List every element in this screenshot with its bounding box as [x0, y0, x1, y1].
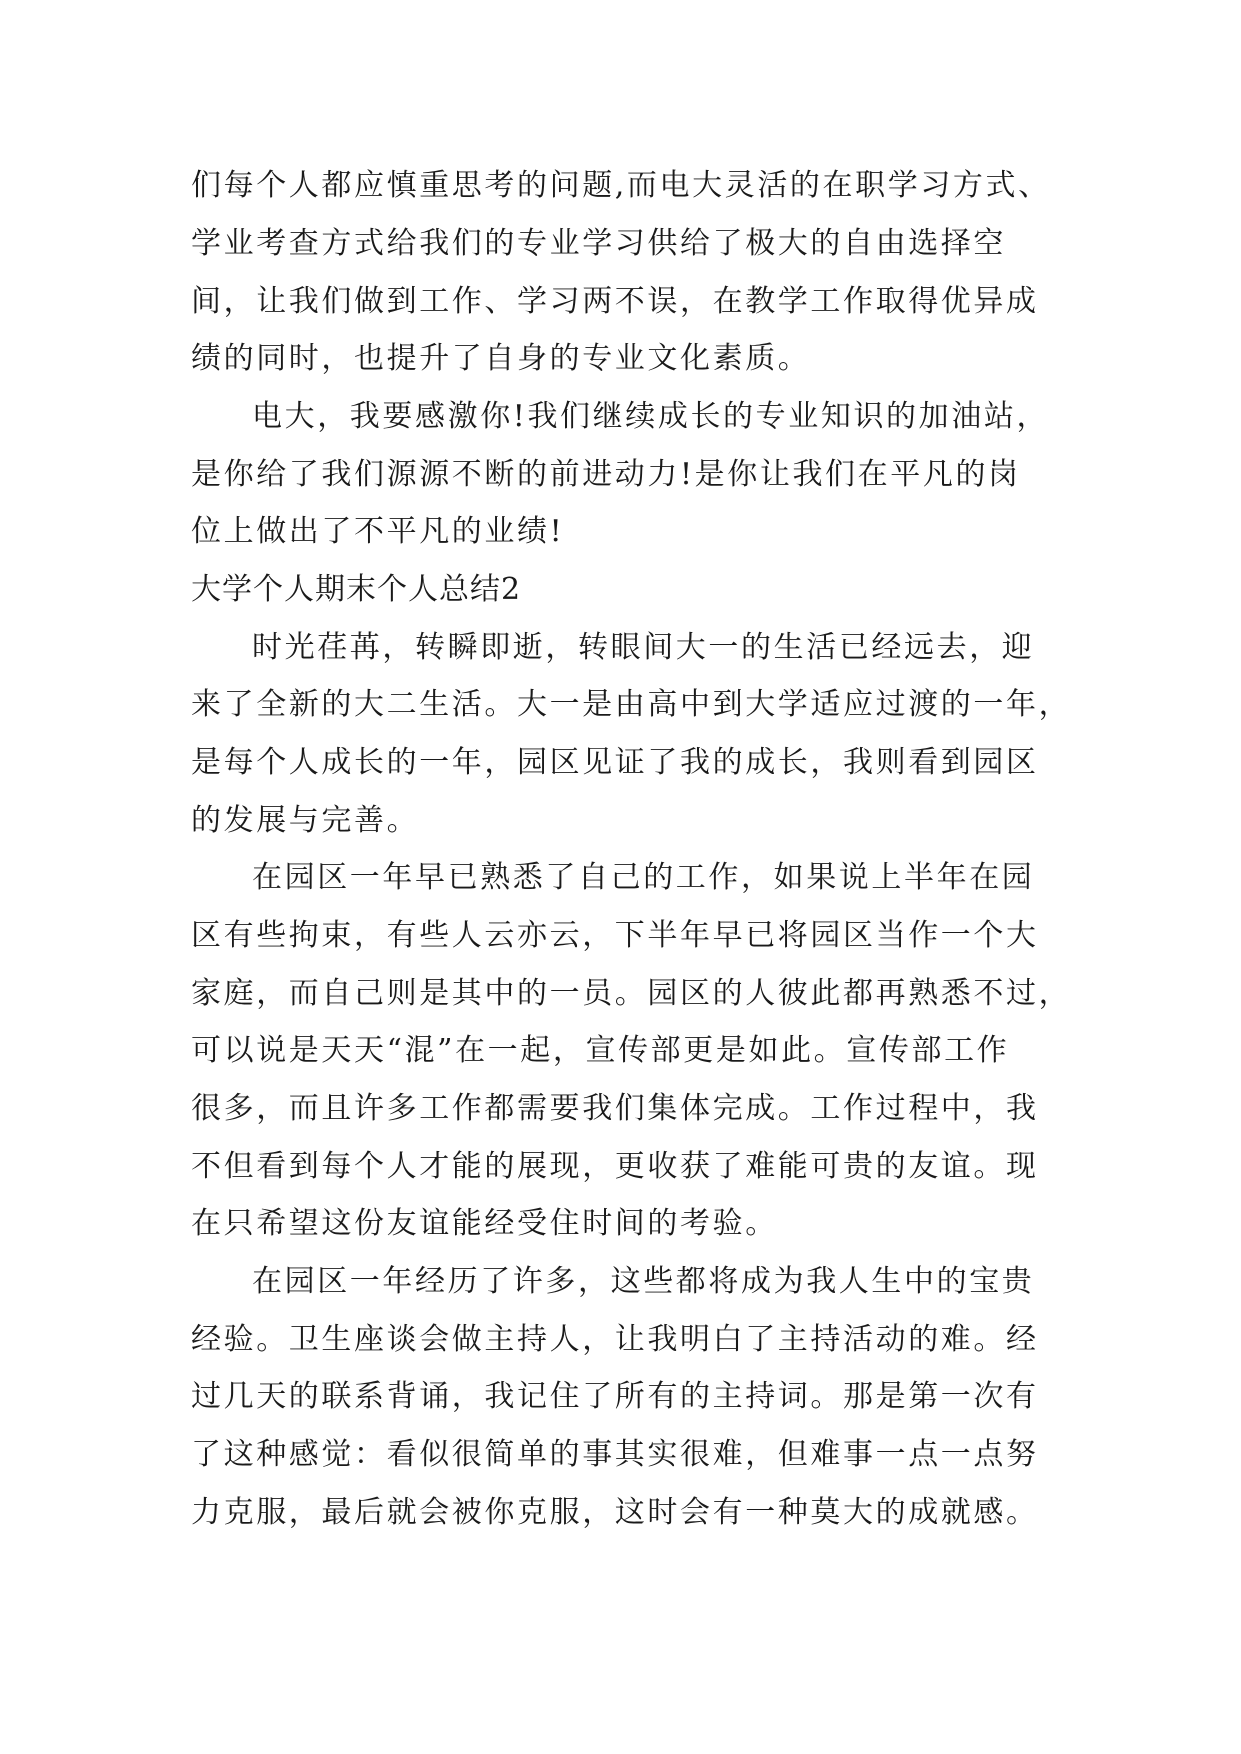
text-line: 过几天的联系背诵，我记住了所有的主持词。那是第一次有	[191, 1379, 1039, 1414]
text-line: 在园区一年早已熟悉了自己的工作，如果说上半年在园	[252, 860, 1035, 895]
text-line: 来了全新的大二生活。大一是由高中到大学适应过渡的一年，	[191, 687, 1072, 722]
text-line: 家庭，而自己则是其中的一员。园区的人彼此都再熟悉不过，	[191, 976, 1072, 1011]
text-line: 学业考查方式给我们的专业学习供给了极大的自由选择空	[191, 226, 1006, 261]
text-line: 在只希望这份友谊能经受住时间的考验。	[191, 1206, 778, 1241]
text-line: 了这种感觉：看似很简单的事其实很难，但难事一点一点努	[191, 1437, 1039, 1472]
text-line: 间，让我们做到工作、学习两不误，在教学工作取得优异成	[191, 284, 1039, 319]
text-line: 电大，我要感激你!我们继续成长的专业知识的加油站，	[252, 399, 1050, 434]
text-line: 们每个人都应慎重思考的问题,而电大灵活的在职学习方式、	[191, 168, 1051, 203]
text-line: 是你给了我们源源不断的前进动力!是你让我们在平凡的岗	[191, 457, 1021, 492]
text-line: 绩的同时，也提升了自身的专业文化素质。	[191, 341, 811, 376]
text-line: 在园区一年经历了许多，这些都将成为我人生中的宝贵	[252, 1264, 1035, 1299]
text-line: 时光荏苒，转瞬即逝，转眼间大一的生活已经远去，迎	[252, 630, 1035, 665]
text-line: 不但看到每个人才能的展现，更收获了难能可贵的友谊。现	[191, 1149, 1039, 1184]
text-line: 的发展与完善。	[191, 803, 420, 838]
section-heading: 大学个人期末个人总结2	[191, 572, 522, 607]
text-line: 可以说是天天“混”在一起，宣传部更是如此。宣传部工作	[191, 1033, 1010, 1068]
text-line: 区有些拘束，有些人云亦云，下半年早已将园区当作一个大	[191, 918, 1039, 953]
text-line: 很多，而且许多工作都需要我们集体完成。工作过程中，我	[191, 1091, 1039, 1126]
text-line: 位上做出了不平凡的业绩!	[191, 514, 565, 549]
text-line: 是每个人成长的一年，园区见证了我的成长，我则看到园区	[191, 745, 1039, 780]
text-line: 力克服，最后就会被你克服，这时会有一种莫大的成就感。	[191, 1495, 1039, 1530]
text-line: 经验。卫生座谈会做主持人，让我明白了主持活动的难。经	[191, 1322, 1039, 1357]
